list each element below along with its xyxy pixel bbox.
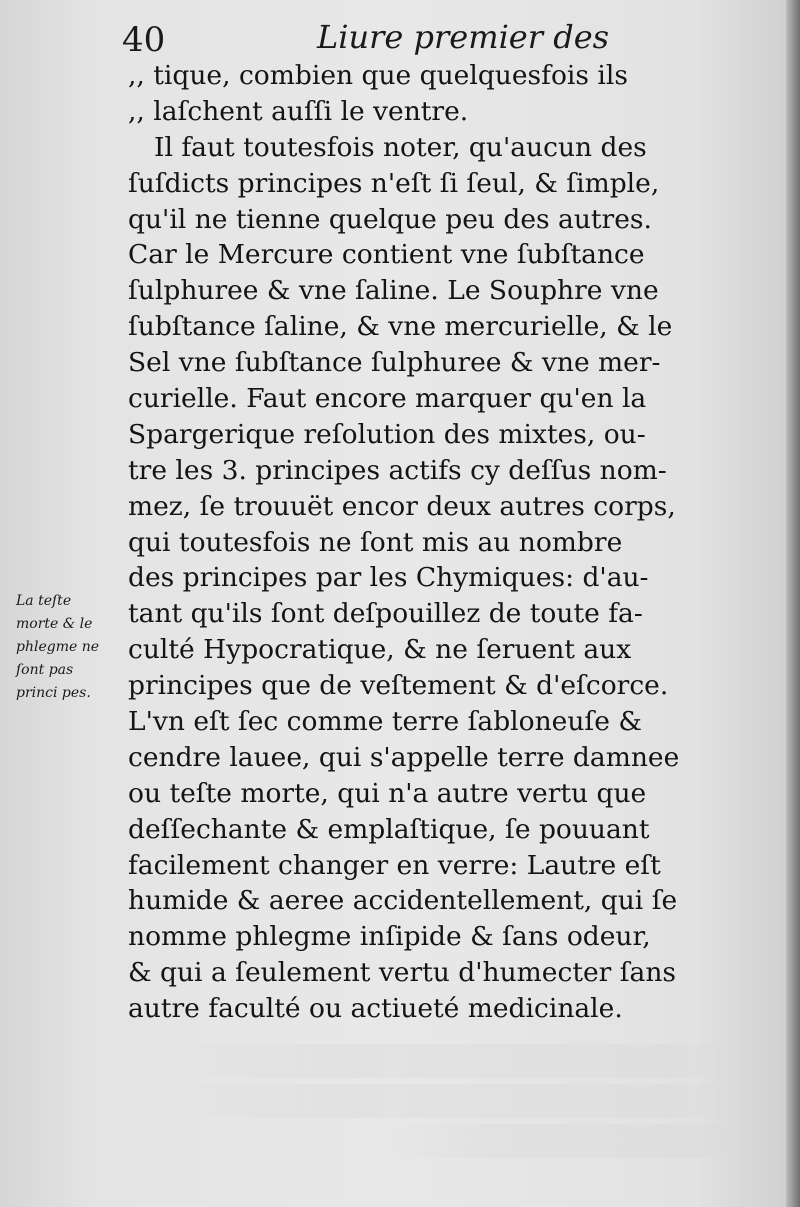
- text-line: autre faculté ou actiueté medicinale.: [128, 993, 623, 1025]
- text-line: ſuſdicts principes n'eſt ſi ſeul, & ſimple,: [128, 167, 660, 199]
- text-line: ſubſtance ſaline, & vne mercurielle, & le: [128, 311, 673, 343]
- body-text: [128, 58, 708, 1027]
- text-line: qui toutesfois ne ſont mis au nombre: [128, 526, 623, 558]
- show-through-shading: [150, 1038, 730, 1164]
- text-line: tant qu'ils ſont deſpouillez de toute fa-: [128, 598, 643, 630]
- text-line: mez, ſe trouuët encor deux autres corps,: [128, 490, 676, 522]
- text-line: qu'il ne tienne quelque peu des autres.: [128, 203, 652, 235]
- page-edge-shadow: [786, 0, 800, 1207]
- text-line: & qui a ſeulement vertu d'humecter ſans: [128, 957, 677, 989]
- text-line: Car le Mercure contient vne ſubſtance: [128, 239, 645, 271]
- text-line: deſſechante & emplaſtique, ſe pouuant: [128, 813, 650, 845]
- text-line: des principes par les Chymiques: d'au-: [128, 562, 649, 594]
- text-line: tre les 3. principes actifs cy deſſus nom-: [128, 454, 667, 486]
- text-line: facilement changer en verre: Lautre eſt: [128, 849, 661, 881]
- text-line: Spargerique reſolution des mixtes, ou-: [128, 418, 646, 450]
- running-head: Liure premier des: [317, 18, 610, 56]
- margin-note-line: phlegme ne: [16, 639, 100, 655]
- text-line: principes que de veſtement & d'eſcorce.: [128, 670, 669, 702]
- text-line: Il faut toutesfois noter, qu'aucun des: [154, 131, 647, 163]
- text-line: cendre lauee, qui s'appelle terre damnee: [128, 741, 680, 773]
- page-header: [122, 14, 702, 58]
- text-line: ſulphuree & vne ſaline. Le Souphre vne: [128, 275, 659, 307]
- text-line: ,, tique, combien que quelquesfois ils: [128, 60, 628, 91]
- text-line: L'vn eſt ſec comme terre ſabloneuſe &: [128, 706, 642, 738]
- text-line: Sel vne ſubſtance ſulphuree & vne mer-: [128, 347, 661, 379]
- text-line: humide & aeree accidentellement, qui ſe: [128, 885, 678, 917]
- text-line: nomme phlegme inſipide & ſans odeur,: [128, 921, 651, 953]
- page-number: 40: [122, 20, 166, 60]
- margin-note-line: morte & le: [16, 616, 93, 632]
- margin-note-line: La teſte: [16, 593, 72, 609]
- text-line: ,, laſchent auſſi le ventre.: [128, 95, 469, 127]
- text-line: curielle. Faut encore marquer qu'en la: [128, 383, 647, 415]
- margin-note: [16, 590, 128, 705]
- margin-note-line: princi pes.: [16, 685, 91, 701]
- text-line: culté Hypocratique, & ne ſeruent aux: [128, 634, 632, 666]
- text-line: ou teſte morte, qui n'a autre vertu que: [128, 777, 647, 809]
- margin-note-line: ſont pas: [16, 662, 74, 678]
